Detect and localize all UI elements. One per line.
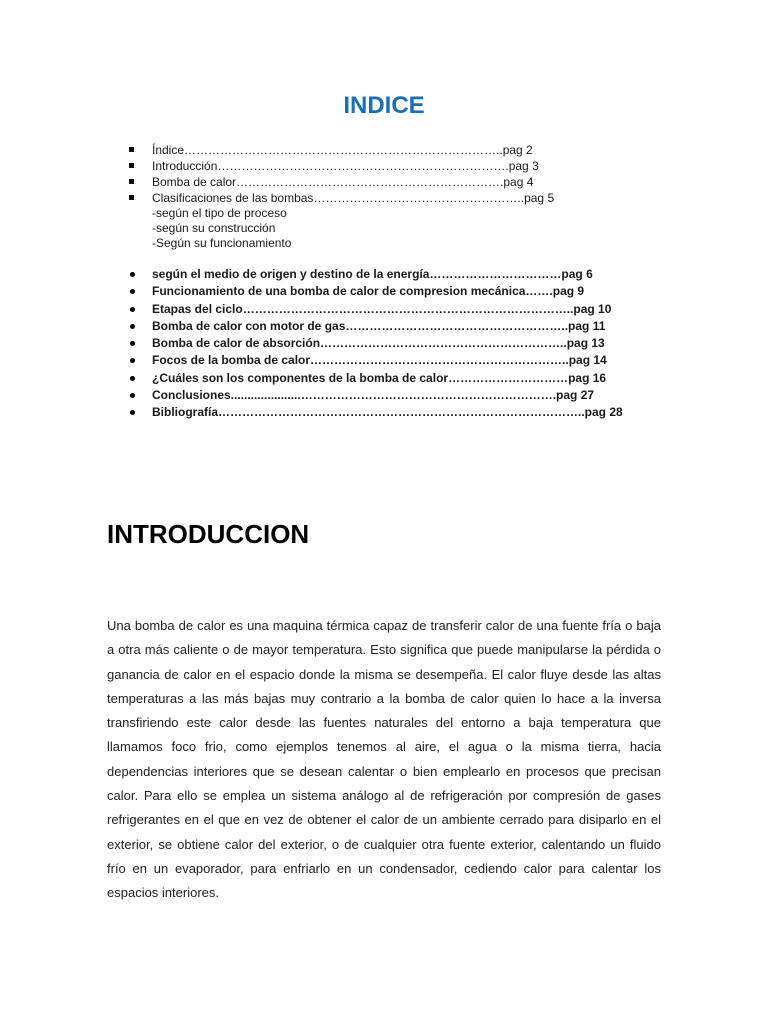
toc-bold-item-label: Focos de la bomba de calor………………………………………………………..pag 14 [152,353,607,368]
toc-bold-item [129,266,649,283]
round-bullet-icon [130,307,135,312]
indice-title: INDICE [343,92,425,119]
toc-bold-list [129,266,649,422]
toc-bold-item [129,301,649,318]
toc-item-label: Bomba de calor………………………………………………………….pag 4 [152,175,534,189]
toc-bold-item-label: Conclusiones.....................……………………………………………………….pag 27 [152,388,595,403]
introduccion-title: INTRODUCCION [107,519,310,549]
toc-item-label: Clasificaciones de las bombas……………………………………………..pag 5 [152,191,555,205]
toc-bold-item [129,318,649,335]
toc-subitem: -Según su funcionamiento [152,236,292,250]
round-bullet-icon [130,324,135,329]
toc-bold-item-label: Bibliografía………………………………………………………………………………..pag 28 [152,405,623,420]
toc-list [129,142,599,251]
round-bullet-icon [130,272,135,277]
square-bullet-icon [129,179,134,184]
toc-bold-item-label: ¿Cuáles son los componentes de la bomba de calor…………………………pag 16 [152,370,607,385]
toc-bold-item-label: Funcionamiento de una bomba de calor de compresion mecánica…….pag 9 [152,284,585,299]
round-bullet-icon [130,341,135,346]
toc-item [129,174,599,190]
introduccion-paragraph: Una bomba de calor es una maquina térmica capaz de transferir calor de una fuente fría o baja a otra más caliente o de mayor temperatura. Esto significa que puede manipularse la pérdida o ganancia de calor en el espacio donde la misma se desempeña. El calor fluye desde las altas temperaturas a las más bajas muy contrario a la bomba de calor quien lo hace a la inversa transfiriendo este calor desde las fuentes naturales del entorno a baja temperatura que llamamos foco frio, como ejemplos tenemos al aire, el agua o la misma tierra, hacia dependencias interiores que se desean calentar o bien emplearlo en procesos que precisan calor. Para ello se emplea un sistema análogo al de refrigeración por compresión de gases refrigerantes en el que en vez de obtener el calor de un ambiente cerrado para disiparlo en el exterior, se obtiene calor del exterior, o de cualquier otra fuente exterior, calentando un fluido frío en un evaporador, para enfriarlo en un condensador, cediendo calor para calentar los espacios interiores. [107,618,661,901]
square-bullet-icon [129,147,134,152]
square-bullet-icon [129,163,134,168]
toc-bold-item-label: Bomba de calor de absorción……………………………………………………..pag 13 [152,336,605,351]
toc-item [129,190,599,206]
toc-bold-item [129,387,649,404]
toc-bold-item [129,370,649,387]
round-bullet-icon [130,393,135,398]
toc-bold-item-label: Bomba de calor con motor de gas………………………………………………..pag 11 [152,318,606,333]
toc-bold-item [129,404,649,421]
round-bullet-icon [130,410,135,415]
toc-bold-item [129,352,649,369]
round-bullet-icon [130,358,135,363]
toc-bold-item-label: Etapas del ciclo………………………………………………………………………..pag 10 [152,301,612,316]
toc-bold-item-label: según el medio de origen y destino de la energía……………………………pag 6 [152,267,593,281]
toc-item [129,158,599,174]
toc-subitem: -según el tipo de proceso [152,206,287,220]
square-bullet-icon [129,195,134,200]
toc-subitem: -según su construcción [152,221,276,235]
toc-item-label: Índice……………………………………………………………………..pag 2 [152,143,533,157]
toc-item-label: Introducción……………………………………………………………….pag 3 [152,159,539,173]
toc-bold-item [129,335,649,352]
toc-item [129,142,599,158]
round-bullet-icon [130,289,135,294]
round-bullet-icon [130,376,135,381]
toc-bold-item [129,283,649,300]
